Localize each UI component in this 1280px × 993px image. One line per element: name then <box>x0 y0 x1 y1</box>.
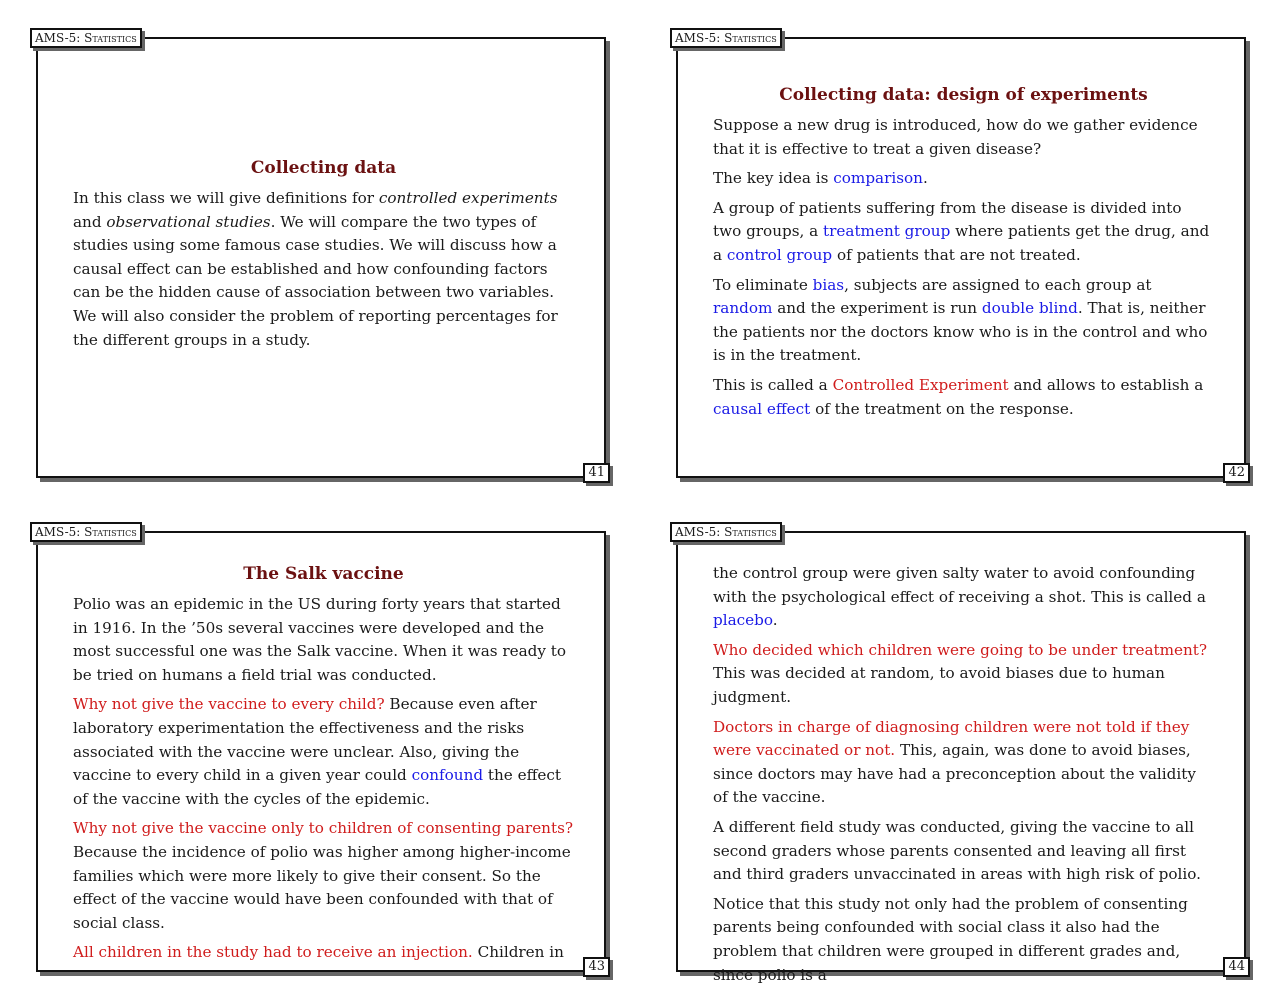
term-confound: confound <box>411 766 484 785</box>
paragraph: In this class we will give definitions for controlled experiments and observational studies. We will compare the two types of studies using some famous case studies. We will discuss how a causal effect can be established and how confounding factors can be the hidden cause of association between two variables. We will also consider the problem of reporting percentages for the different groups in a study. <box>73 189 558 349</box>
paragraph: All children in the study had to receive an injection. Children in <box>73 943 564 962</box>
slide-title: Collecting data <box>250 158 397 178</box>
term-comparison: comparison <box>833 169 923 188</box>
paragraph: Notice that this study not only had the problem of consenting parents being confounded with social class it also had the problem that children were grouped in different grades and, since polio is a <box>713 894 1188 984</box>
paragraph: Why not give the vaccine to every child? Because even after laboratory experimentation the effectiveness and the risks associated with the vaccine were unclear. Also, giving the vaccine to every child in a given year could confound the effect of the vaccine with the cycles of the epidemic. <box>73 695 561 808</box>
course-label: AMS-5: Statistics <box>670 522 782 542</box>
paragraph: Why not give the vaccine only to children of consenting parents? Because the incidence of polio was higher among higher-income families which were more likely to give their consent. So the effect of the vaccine would have been confounded with that of social class. <box>73 819 574 932</box>
slide-title: The Salk vaccine <box>243 564 404 584</box>
paragraph: Polio was an epidemic in the US during forty years that started in 1916. In the ’50s several vaccines were developed and the most successful one was the Salk vaccine. When it was ready to be tried on humans a field trial was conducted. <box>73 595 567 684</box>
page-number: 43 <box>583 957 610 977</box>
paragraph: A different field study was conducted, giving the vaccine to all second graders whose parents consented and leaving all first and third graders unvaccinated in areas with high risk of polio. <box>713 817 1201 884</box>
slide-content <box>73 562 574 971</box>
slide-content <box>73 156 574 358</box>
question: Who decided which children were going to be under treatment? <box>713 640 1208 659</box>
statement: All children in the study had to receive an injection. <box>73 943 473 962</box>
slide-42 <box>675 31 1246 480</box>
course-label: AMS-5: Statistics <box>30 522 142 542</box>
paragraph: To eliminate bias, subjects are assigned to each group at random and the experiment is run double blind. That is, neither the patients nor the doctors know who is in the control and who is in the treatment. <box>713 275 1208 365</box>
slide-41 <box>35 31 606 480</box>
term-double-blind: double blind <box>981 299 1078 318</box>
paragraph: Suppose a new drug is introduced, how do we gather evidence that it is effective to treat a given disease? <box>713 116 1198 158</box>
statement: Doctors in charge of diagnosing children were not told if they were vaccinated or not. <box>713 717 1190 760</box>
term-control-group: control group <box>726 245 833 264</box>
term-controlled-experiment: Controlled Experiment <box>832 375 1009 394</box>
page-number: 44 <box>1223 957 1250 977</box>
page-number: 42 <box>1223 463 1250 483</box>
question: Why not give the vaccine only to children of consenting parents? <box>73 819 574 838</box>
term-causal-effect: causal effect <box>713 399 811 418</box>
paragraph: Who decided which children were going to be under treatment? This was decided at random, to avoid biases due to human judgment. <box>713 640 1208 706</box>
slide-content <box>713 562 1214 993</box>
course-label: AMS-5: Statistics <box>30 28 142 48</box>
slide-43 <box>35 525 606 974</box>
slide-title: Collecting data: design of experiments <box>779 85 1148 105</box>
paragraph: This is called a Controlled Experiment and allows to establish a causal effect of the treatment on the response. <box>713 375 1204 418</box>
paragraph: Doctors in charge of diagnosing children were not told if they were vaccinated or not. This, again, was done to avoid biases, since doctors may have had a preconception about the validity of the vaccine. <box>713 717 1196 807</box>
paragraph: A group of patients suffering from the disease is divided into two groups, a treatment group where patients get the drug, and a control group of patients that are not treated. <box>713 198 1210 264</box>
page-number: 41 <box>583 463 610 483</box>
question: Why not give the vaccine to every child? <box>73 695 385 714</box>
term-random: random <box>713 299 773 318</box>
term-treatment-group: treatment group <box>823 222 951 241</box>
slide-44 <box>675 525 1246 984</box>
term-bias: bias <box>812 275 845 294</box>
term-placebo: placebo <box>713 611 773 630</box>
course-label: AMS-5: Statistics <box>670 28 782 48</box>
paragraph: The key idea is comparison. <box>713 169 928 188</box>
slide-content <box>713 83 1214 427</box>
paragraph: the control group were given salty water to avoid confounding with the psychological effect of receiving a shot. This is called a placebo. <box>713 564 1206 630</box>
